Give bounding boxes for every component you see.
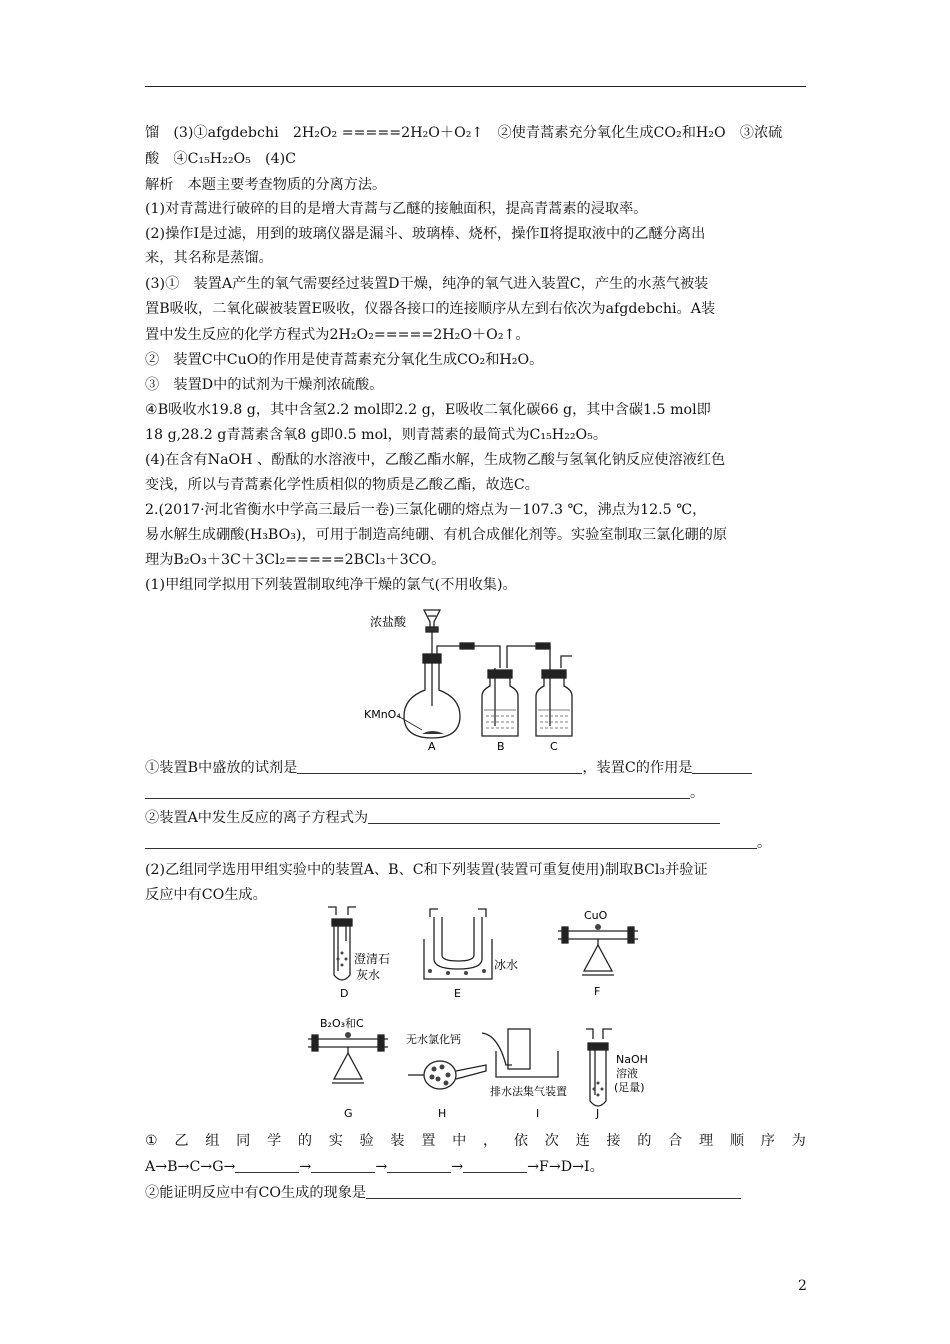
answer-blank[interactable] [235,1158,299,1173]
q1-end: 。 [690,785,705,801]
question-2-part1: (1)甲组同学拟用下列装置制取纯净干燥的氯气(不用收集)。 [145,577,517,593]
answer-blank[interactable] [145,834,757,849]
analysis-line: 18 g,28.2 g青蒿素含氧8 g即0.5 mol，则青蒿素的最简式为C₁₅H₂₂O₅。 [145,427,608,443]
q2-end: 。 [757,835,772,851]
label-i: I [536,1107,540,1120]
stopper-a [423,654,441,663]
question-1-1 [145,757,806,779]
q3-char: 学 [266,1133,282,1149]
q3-char: 次 [544,1133,559,1149]
stopper-j [588,1043,608,1050]
q3-char: 依 [513,1133,529,1149]
q1-text-b: ，装置C的作用是 [582,760,693,776]
answer-line-1: 馏 (3)①afgdebchi 2H₂O₂ =====2H₂O＋O₂↑ ②使青蒿素充分氧化生成CO₂和H₂O ③浓硫 [145,125,783,141]
q3-char: 的 [297,1133,313,1149]
q3-char: 连 [575,1133,590,1149]
q3-char: 置 [421,1133,436,1149]
apparatus-figure-dj [300,905,650,1127]
q3-char: 顺 [729,1133,745,1149]
question-2-part2-cont: 反应中有CO生成。 [145,887,267,903]
q3-char: 乙 [174,1133,189,1149]
label-limewater: 澄清石 [354,952,391,966]
tube-clamp [460,643,474,649]
q3-char: 中 [452,1133,467,1149]
label-g: G [344,1107,353,1120]
lamp-f [584,945,612,971]
test-tube-j [590,1050,606,1106]
separatory-funnel [424,610,440,628]
q3-char: 实 [328,1133,343,1149]
page-number: 2 [798,1278,807,1294]
question-1-2 [145,807,806,829]
answer-blank[interactable] [387,1158,451,1173]
bottle-b [482,678,518,736]
lamp-g [334,1053,362,1079]
question-2-2-1-cont [145,1156,806,1178]
analysis-heading: 解析 本题主要考查物质的分离方法。 [145,177,387,193]
analysis-line: (2)操作Ⅰ是过滤，用到的玻璃仪器是漏斗、玻璃棒、烧杯，操作Ⅱ将提取液中的乙醚分离出 [145,226,706,242]
answer-blank[interactable] [463,1158,527,1173]
liquid-c [538,710,570,728]
answer-blank[interactable] [366,1184,741,1199]
analysis-line: 置中发生反应的化学方程式为2H₂O₂=====2H₂O＋O₂↑。 [145,327,530,343]
question-2-part2: (2)乙组同学选用甲组实验中的装置A、B、C和下列装置(装置可重复使用)制取BCl₃并验证 [145,862,708,878]
q3-sequence-end: →F→D→I。 [527,1159,604,1175]
q3-char: 装 [390,1133,405,1149]
question-2-2-1 [145,1130,806,1152]
label-h: H [438,1107,447,1120]
q3-char: 的 [637,1133,652,1149]
q3-char: 理 [699,1133,714,1149]
label-e: E [454,987,461,1000]
label-c: C [550,740,558,752]
stopcock [426,627,438,632]
stopper-d [332,919,352,926]
label-j: J [596,1107,600,1120]
label-b2o3-c: B₂O₃和C [320,1017,364,1030]
label-f: F [594,985,601,998]
q3-arrow: → [299,1159,312,1175]
question-1-1-cont [145,782,806,804]
label-b: B [497,740,505,752]
answer-blank[interactable] [145,784,690,799]
label-kmno4: KMnO₄ [364,708,401,721]
question-2-line: 理为B₂O₃＋3C＋3Cl₂=====2BCl₃＋3CO。 [145,552,446,568]
analysis-line: ② 装置C中CuO的作用是使青蒿素充分氧化生成CO₂和H₂O。 [145,352,544,368]
q3-char: 同 [236,1133,251,1149]
stopper-c [542,670,566,678]
label-conc-hcl: 浓盐酸 [370,615,407,629]
label-ice-water: 冰水 [494,958,519,972]
q3-sequence-start: A→B→C→G→ [145,1159,236,1175]
answer-line-2: 酸 ④C₁₅H₂₂O₅ (4)C [145,151,296,167]
analysis-line: ④B吸收水19.8 g，其中含氢2.2 mol即2.2 g，E吸收二氧化碳66 g，其中含碳1.5 mol即 [145,402,711,418]
q3-char: 为 [791,1133,806,1149]
question-1-2-cont [145,832,806,854]
answer-blank[interactable] [297,759,582,774]
label-naoh-3: (足量) [614,1081,645,1094]
question-2-line: 2.(2017·河北省衡水中学高三最后一卷)三氯化硼的熔点为－107.3 ℃，沸点为12.5 ℃， [145,502,707,518]
label-cuo: CuO [584,909,608,922]
particles [337,924,604,1097]
label-limewater-2: 灰水 [356,968,381,982]
question-2-2-2 [145,1182,806,1204]
liquid-b [484,710,516,728]
label-water-collection: 排水法集气装置 [490,1085,567,1098]
q3-char: 序 [760,1133,775,1149]
q2-text: ②装置A中发生反应的离子方程式为 [145,810,369,826]
q3-arrow: → [375,1159,388,1175]
q3-char: 合 [668,1133,683,1149]
stopper-b [488,670,512,678]
header-rule [145,86,806,87]
q3-char: 验 [359,1133,374,1149]
collection-cylinder [508,1029,530,1069]
answer-blank[interactable] [692,759,752,774]
answer-blank[interactable] [368,809,720,824]
q4-text: ②能证明反应中有CO生成的现象是 [145,1185,367,1201]
answer-blank[interactable] [311,1158,375,1173]
q3-char: ① [145,1133,158,1149]
question-2-line: 易水解生成硼酸(H₃BO₃)，可用于制造高纯硼、有机合成催化剂等。实验室制取三氯化硼的原 [145,527,728,543]
apparatus-figure-abc [360,606,590,752]
analysis-line: ③ 装置D中的试剂为干燥剂浓硫酸。 [145,377,384,393]
bottle-c [536,678,572,736]
analysis-line: (1)对青蒿进行破碎的目的是增大青蒿与乙醚的接触面积，提高青蒿素的浸取率。 [145,201,648,217]
label-naoh: NaOH [616,1053,648,1066]
q1-text-a: ①装置B中盛放的试剂是 [145,760,298,776]
analysis-line: (3)① 装置A产生的氧气需要经过装置D干燥，纯净的氧气进入装置C，产生的水蒸气被装 [145,276,709,292]
label-a: A [428,740,436,752]
analysis-line: (4)在含有NaOH 、酚酞的水溶液中，乙酸乙酯水解，生成物乙酸与氢氧化钠反应使溶液红色 [145,452,726,468]
label-d: D [340,987,349,1000]
q3-char: 组 [205,1133,220,1149]
analysis-line: 置B吸收，二氧化碳被装置E吸收，仪器各接口的连接顺序从左到右依次为afgdebchi。A装 [145,301,716,317]
label-cacl2: 无水氯化钙 [406,1033,461,1046]
q3-arrow: → [451,1159,464,1175]
analysis-line: 来，其名称是蒸馏。 [145,250,273,266]
analysis-line: 变浅，所以与青蒿素化学性质相似的物质是乙酸乙酯，故选C。 [145,477,539,493]
label-naoh-2: 溶液 [616,1067,638,1080]
kmno4-solid [422,731,444,734]
drying-tube-h [424,1061,456,1089]
q3-char: ， [482,1133,498,1149]
q3-char: 接 [606,1133,621,1149]
